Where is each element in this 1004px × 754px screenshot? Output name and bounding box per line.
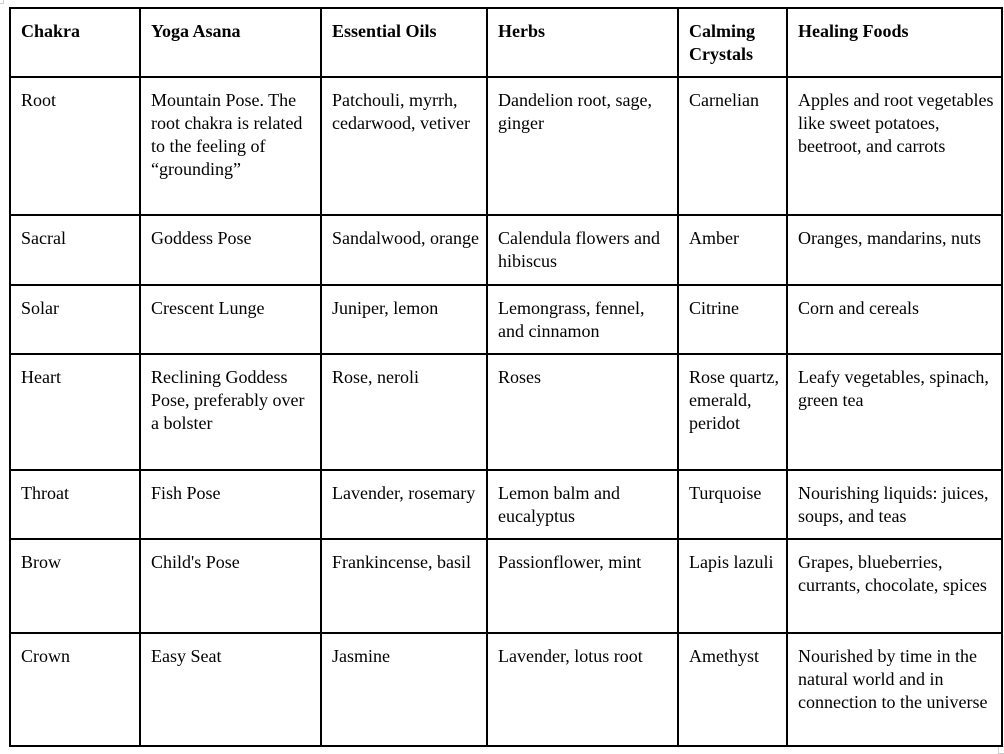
cell-calming-crystals: Carnelian — [678, 77, 787, 215]
cell-herbs: Dandelion root, sage, ginger — [487, 77, 678, 215]
header-calming-crystals: Calming Crystals — [678, 8, 787, 77]
header-yoga-asana: Yoga Asana — [140, 8, 321, 77]
page-corner-mark — [998, 746, 1004, 754]
cell-healing-foods: Nourishing liquids: juices, soups, and teas — [787, 470, 1002, 539]
cell-calming-crystals: Turquoise — [678, 470, 787, 539]
cell-herbs: Roses — [487, 354, 678, 470]
cell-essential-oils: Lavender, rosemary — [321, 470, 487, 539]
header-healing-foods: Healing Foods — [787, 8, 1002, 77]
cell-healing-foods: Oranges, mandarins, nuts — [787, 215, 1002, 285]
cell-herbs: Lemon balm and eucalyptus — [487, 470, 678, 539]
cell-healing-foods: Corn and cereals — [787, 285, 1002, 354]
cell-chakra: Brow — [10, 539, 140, 633]
cell-chakra: Crown — [10, 633, 140, 746]
cell-healing-foods: Nourished by time in the natural world and in connection to the universe — [787, 633, 1002, 746]
table-row — [10, 285, 1002, 354]
cell-calming-crystals: Amethyst — [678, 633, 787, 746]
cell-chakra: Solar — [10, 285, 140, 354]
cell-calming-crystals: Rose quartz, emerald, peridot — [678, 354, 787, 470]
cell-essential-oils: Juniper, lemon — [321, 285, 487, 354]
cell-yoga-asana: Fish Pose — [140, 470, 321, 539]
cell-chakra: Heart — [10, 354, 140, 470]
cell-healing-foods: Grapes, blueberries, currants, chocolate, spices — [787, 539, 1002, 633]
cell-essential-oils: Patchouli, myrrh, cedarwood, vetiver — [321, 77, 487, 215]
cell-yoga-asana: Easy Seat — [140, 633, 321, 746]
cell-yoga-asana: Mountain Pose. The root chakra is related to the feeling of “grounding” — [140, 77, 321, 215]
table-row — [10, 470, 1002, 539]
table-row — [10, 539, 1002, 633]
cell-yoga-asana: Child's Pose — [140, 539, 321, 633]
cell-herbs: Lemongrass, fennel, and cinnamon — [487, 285, 678, 354]
header-herbs: Herbs — [487, 8, 678, 77]
cell-chakra: Throat — [10, 470, 140, 539]
table-row — [10, 215, 1002, 285]
header-essential-oils: Essential Oils — [321, 8, 487, 77]
page-corner-mark — [0, 0, 4, 4]
cell-herbs: Calendula flowers and hibiscus — [487, 215, 678, 285]
cell-calming-crystals: Lapis lazuli — [678, 539, 787, 633]
cell-yoga-asana: Goddess Pose — [140, 215, 321, 285]
cell-essential-oils: Frankincense, basil — [321, 539, 487, 633]
cell-yoga-asana: Crescent Lunge — [140, 285, 321, 354]
cell-yoga-asana: Reclining Goddess Pose, preferably over a bolster — [140, 354, 321, 470]
table-row — [10, 354, 1002, 470]
table-row — [10, 633, 1002, 746]
cell-calming-crystals: Amber — [678, 215, 787, 285]
chakra-table — [9, 7, 1003, 747]
table-row — [10, 77, 1002, 215]
cell-chakra: Sacral — [10, 215, 140, 285]
header-chakra: Chakra — [10, 8, 140, 77]
cell-herbs: Lavender, lotus root — [487, 633, 678, 746]
cell-healing-foods: Leafy vegetables, spinach, green tea — [787, 354, 1002, 470]
cell-healing-foods: Apples and root vegetables like sweet potatoes, beetroot, and carrots — [787, 77, 1002, 215]
cell-essential-oils: Sandalwood, orange — [321, 215, 487, 285]
cell-calming-crystals: Citrine — [678, 285, 787, 354]
cell-essential-oils: Jasmine — [321, 633, 487, 746]
table-header-row — [10, 8, 1002, 77]
cell-chakra: Root — [10, 77, 140, 215]
cell-herbs: Passionflower, mint — [487, 539, 678, 633]
cell-essential-oils: Rose, neroli — [321, 354, 487, 470]
